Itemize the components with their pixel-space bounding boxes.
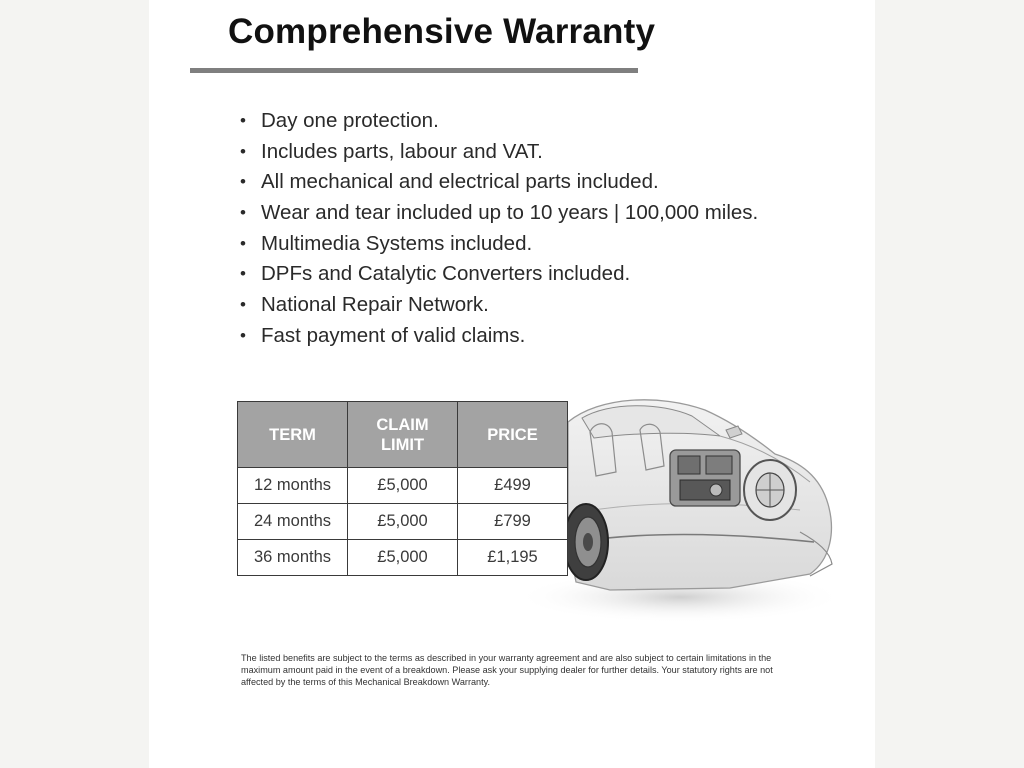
benefit-text: Includes parts, labour and VAT. bbox=[261, 139, 543, 163]
benefit-text: Fast payment of valid claims. bbox=[261, 323, 526, 347]
page-title: Comprehensive Warranty bbox=[228, 12, 656, 51]
bullet-icon: • bbox=[240, 111, 246, 130]
bullet-icon: • bbox=[240, 264, 246, 284]
benefit-item bbox=[240, 137, 758, 168]
cell-term: 36 months bbox=[238, 540, 348, 576]
benefit-text: Multimedia Systems included. bbox=[261, 231, 533, 255]
cell-claim-limit: £5,000 bbox=[348, 504, 458, 540]
bullet-icon: • bbox=[240, 172, 246, 192]
benefit-text: National Repair Network. bbox=[261, 293, 489, 317]
benefit-text: Day one protection. bbox=[261, 109, 439, 132]
benefit-item bbox=[240, 259, 758, 290]
bullet-icon: • bbox=[240, 233, 246, 253]
benefits-list bbox=[240, 106, 758, 352]
cell-term: 24 months bbox=[238, 504, 348, 540]
table-header-row bbox=[238, 402, 568, 468]
engine-block bbox=[670, 450, 740, 506]
header-price: PRICE bbox=[458, 402, 568, 468]
benefit-item bbox=[240, 198, 758, 229]
benefit-text: All mechanical and electrical parts included. bbox=[261, 170, 659, 194]
cell-claim-limit: £5,000 bbox=[348, 468, 458, 504]
title-underline bbox=[190, 68, 638, 73]
table-row bbox=[238, 540, 568, 576]
header-term: TERM bbox=[238, 402, 348, 468]
benefit-item bbox=[240, 229, 758, 260]
benefit-text: DPFs and Catalytic Converters included. bbox=[261, 262, 631, 286]
benefit-item bbox=[240, 290, 758, 321]
benefit-text: Wear and tear included up to 10 years | 100,000 miles. bbox=[261, 201, 759, 225]
table-row bbox=[238, 504, 568, 540]
front-wheel bbox=[744, 460, 796, 520]
cell-price: £499 bbox=[458, 468, 568, 504]
benefit-item bbox=[240, 167, 758, 198]
disclaimer-text: The listed benefits are subject to the terms as described in your warranty agreement and are also subject to certain limitations in the maximum amount paid in the event of a breakdown. Please ask your supplying dealer for further details. Your statutory rights are not affected by the terms of this Mechanical Breakdown Warranty. bbox=[241, 653, 773, 687]
pricing-table bbox=[237, 401, 568, 576]
header-claim-limit-text: CLAIM LIMIT bbox=[376, 415, 429, 454]
cell-term: 12 months bbox=[238, 468, 348, 504]
bullet-icon: • bbox=[240, 203, 246, 223]
table-row bbox=[238, 468, 568, 504]
bullet-icon: • bbox=[240, 325, 246, 345]
rear-wheel bbox=[564, 504, 608, 580]
bullet-icon: • bbox=[240, 295, 246, 315]
bullet-icon: • bbox=[240, 141, 246, 161]
header-claim-limit bbox=[348, 402, 458, 468]
cell-claim-limit: £5,000 bbox=[348, 540, 458, 576]
benefit-item bbox=[240, 321, 758, 352]
cell-price: £1,195 bbox=[458, 540, 568, 576]
benefit-item bbox=[240, 106, 758, 137]
cell-price: £799 bbox=[458, 504, 568, 540]
